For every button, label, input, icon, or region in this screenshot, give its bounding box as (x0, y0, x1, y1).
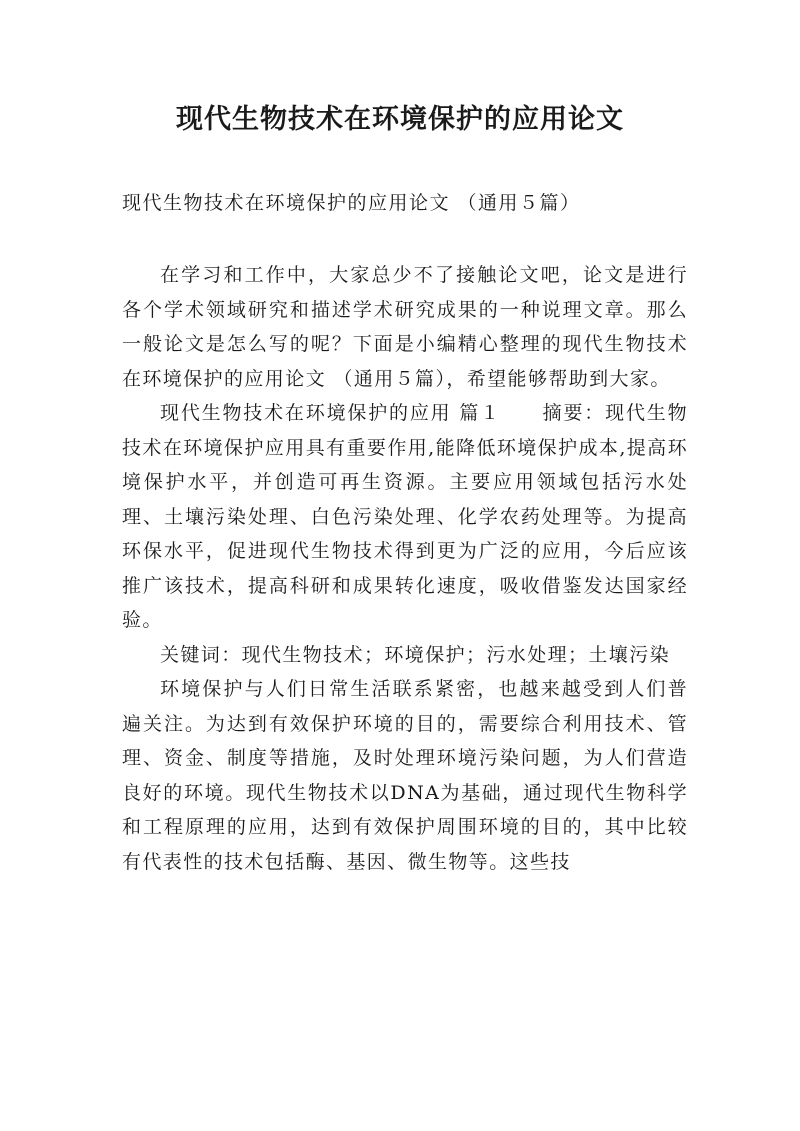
body-paragraph: 环境保护与人们日常生活联系紧密，也越来越受到人们普遍关注。为达到有效保护环境的目的，需要综合利用技术、管理、资金、制度等措施，及时处理环境污染问题，为人们营造良好的环境。现代生物技术以DNA为基础，通过现代生物科学和工程原理的应用，达到有效保护周围环境的目的，其中比较有代表性的技术包括酶、基因、微生物等。这些技 (122, 678, 688, 873)
document-subtitle: 现代生物技术在环境保护的应用论文 （通用５篇） (122, 192, 581, 214)
abstract-paragraph: 现代生物技术在环境保护的应用 篇１ 摘要：现代生物技术在环境保护应用具有重要作用,能降低环境保护成本,提高环境保护水平，并创造可再生资源。主要应用领域包括污水处理、土壤污染处理、白色污染处理、化学农药处理等。为提高环保水平，促进现代生物技术得到更为广泛的应用，今后应该推广该技术，提高科研和成果转化速度，吸收借鉴发达国家经验。 (122, 402, 688, 631)
keywords-paragraph: 关键词：现代生物技术；环境保护；污水处理；土壤污染 (160, 643, 671, 666)
document-body (122, 258, 688, 879)
document-title: 现代生物技术在环境保护的应用论文 (176, 104, 624, 135)
intro-paragraph: 在学习和工作中，大家总少不了接触论文吧，论文是进行各个学术领域研究和描述学术研究成果的一种说理文章。那么一般论文是怎么写的呢？下面是小编精心整理的现代生物技术在环境保护的应用论文 （通用５篇），希望能够帮助到大家。 (122, 264, 688, 390)
